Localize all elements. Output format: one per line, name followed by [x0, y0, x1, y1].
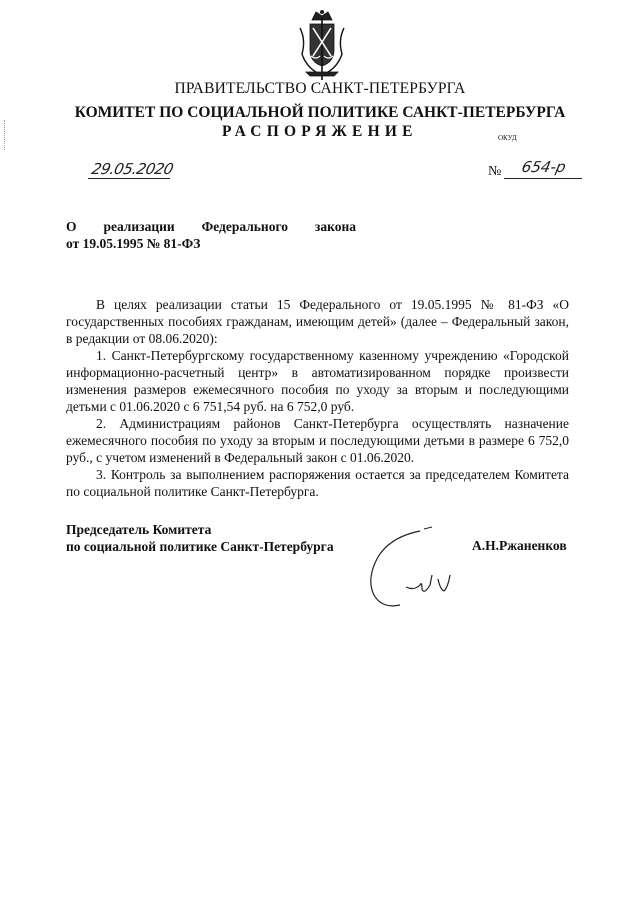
date-underline [88, 178, 170, 179]
position-line-1: Председатель Комитета [66, 522, 212, 537]
subject-word: О [66, 219, 77, 234]
scan-edge-mark [4, 120, 7, 150]
position-line-2: по социальной политике Санкт-Петербурга [66, 539, 334, 554]
committee-title: КОМИТЕТ ПО СОЦИАЛЬНОЙ ПОЛИТИКЕ САНКТ-ПЕТЕРБУРГА [74, 104, 566, 121]
document-subject [66, 218, 356, 252]
document-type: РАСПОРЯЖЕНИЕ [222, 123, 418, 140]
subject-word: Федерального [201, 219, 288, 234]
coat-of-arms-emblem [296, 10, 348, 82]
subject-word: реализации [103, 219, 175, 234]
subject-word: закона [314, 219, 356, 234]
body-item-2: 2. Администрациям районов Санкт-Петербурга осуществлять назначение ежемесячного пособия по уходу за вторым и последующими детьми в размере 6 752,0 руб., с учетом изменений в Федеральный закон с 01.06.2020. [66, 416, 569, 465]
document-number: 654-р [520, 158, 568, 176]
body-item-3: 3. Контроль за выполнением распоряжения остается за председателем Комитета по социальной политике Санкт-Петербурга. [66, 467, 569, 499]
document-body [66, 296, 569, 500]
government-title: ПРАВИТЕЛЬСТВО САНКТ-ПЕТЕРБУРГА [174, 80, 466, 97]
document-date: 29.05.2020 [90, 160, 175, 178]
handwritten-signature [360, 525, 470, 610]
subject-line-2: от 19.05.1995 № 81-ФЗ [66, 236, 201, 251]
body-intro: В целях реализации статьи 15 Федерального от 19.05.1995 № 81-ФЗ «О государственных пособиях гражданам, имеющим детей» (далее – Федеральный закон, в редакции от 08.06.2020): [66, 297, 569, 346]
number-label: № [488, 164, 502, 179]
signatory-position [66, 521, 334, 555]
body-item-1: 1. Санкт-Петербургскому государственному казенному учреждению «Городской информационно-расчетный центр» в автоматизированном порядке произвести изменения размеров ежемесячного пособия по уходу за вторым и последующими детьми с 01.06.2020 с 6 751,54 руб. на 6 752,0 руб. [66, 348, 569, 414]
signatory-name: А.Н.Ржаненков [472, 538, 567, 553]
number-underline [504, 178, 582, 179]
okud-label: ОКУД [498, 134, 517, 142]
